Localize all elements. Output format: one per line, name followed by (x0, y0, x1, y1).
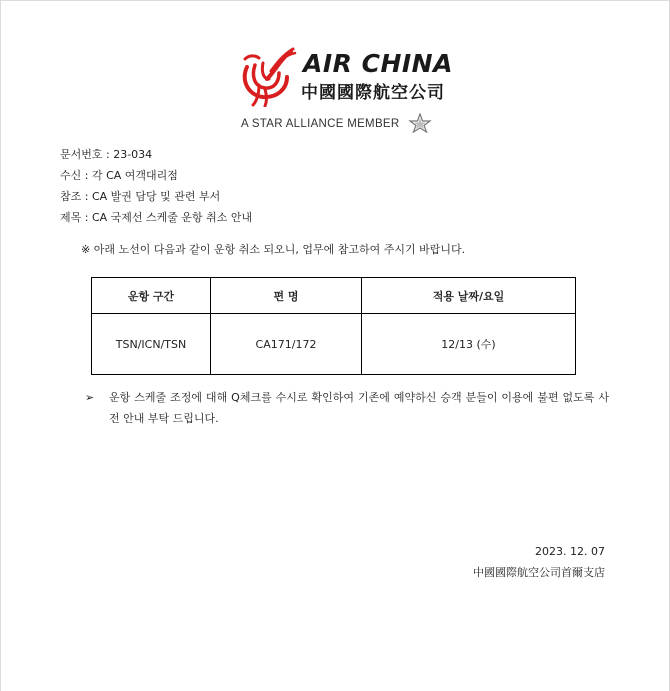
issue-date: 2023. 12. 07 (535, 545, 605, 558)
table-header-row (92, 278, 576, 314)
cell-date: 12/13 (수) (362, 314, 576, 375)
notice-text: ※ 아래 노선이 다음과 같이 운항 취소 되오니, 업무에 참고하여 주시기 바랍니다. (81, 243, 466, 256)
star-alliance-icon (407, 113, 433, 133)
branch-name: 中國國際航空公司首爾支店 (473, 566, 605, 579)
schedule-table (91, 277, 576, 375)
alliance-text: A STAR ALLIANCE MEMBER (241, 118, 400, 130)
note-text: 운항 스케줄 조정에 대해 Q체크를 수시로 확인하여 기존에 예약하신 승객 분들이 이용에 불편 없도록 사전 안내 부탁 드립니다. (109, 391, 609, 425)
brand-name-chinese: 中國國際航空公司 (301, 83, 445, 103)
table-row (92, 314, 576, 375)
air-china-logo (237, 45, 453, 135)
cell-route: TSN/ICN/TSN (92, 314, 211, 375)
reference-line: 참조 : CA 발권 담당 및 관련 부서 (60, 190, 221, 203)
recipient-line: 수신 : 각 CA 여객대리점 (60, 169, 178, 182)
document-number: 문서번호 : 23-034 (60, 148, 153, 161)
header-date: 적용 날짜/요일 (362, 278, 576, 314)
header-flight: 편 명 (211, 278, 362, 314)
phoenix-logo-icon (237, 45, 297, 107)
brand-name: AIR CHINA (303, 49, 453, 78)
arrow-bullet-icon: ➢ (85, 391, 95, 404)
document-meta (60, 144, 252, 228)
subject-line: 제목 : CA 국제선 스케줄 운항 취소 안내 (60, 211, 253, 224)
header-route: 운항 구간 (92, 278, 211, 314)
cell-flight: CA171/172 (211, 314, 362, 375)
